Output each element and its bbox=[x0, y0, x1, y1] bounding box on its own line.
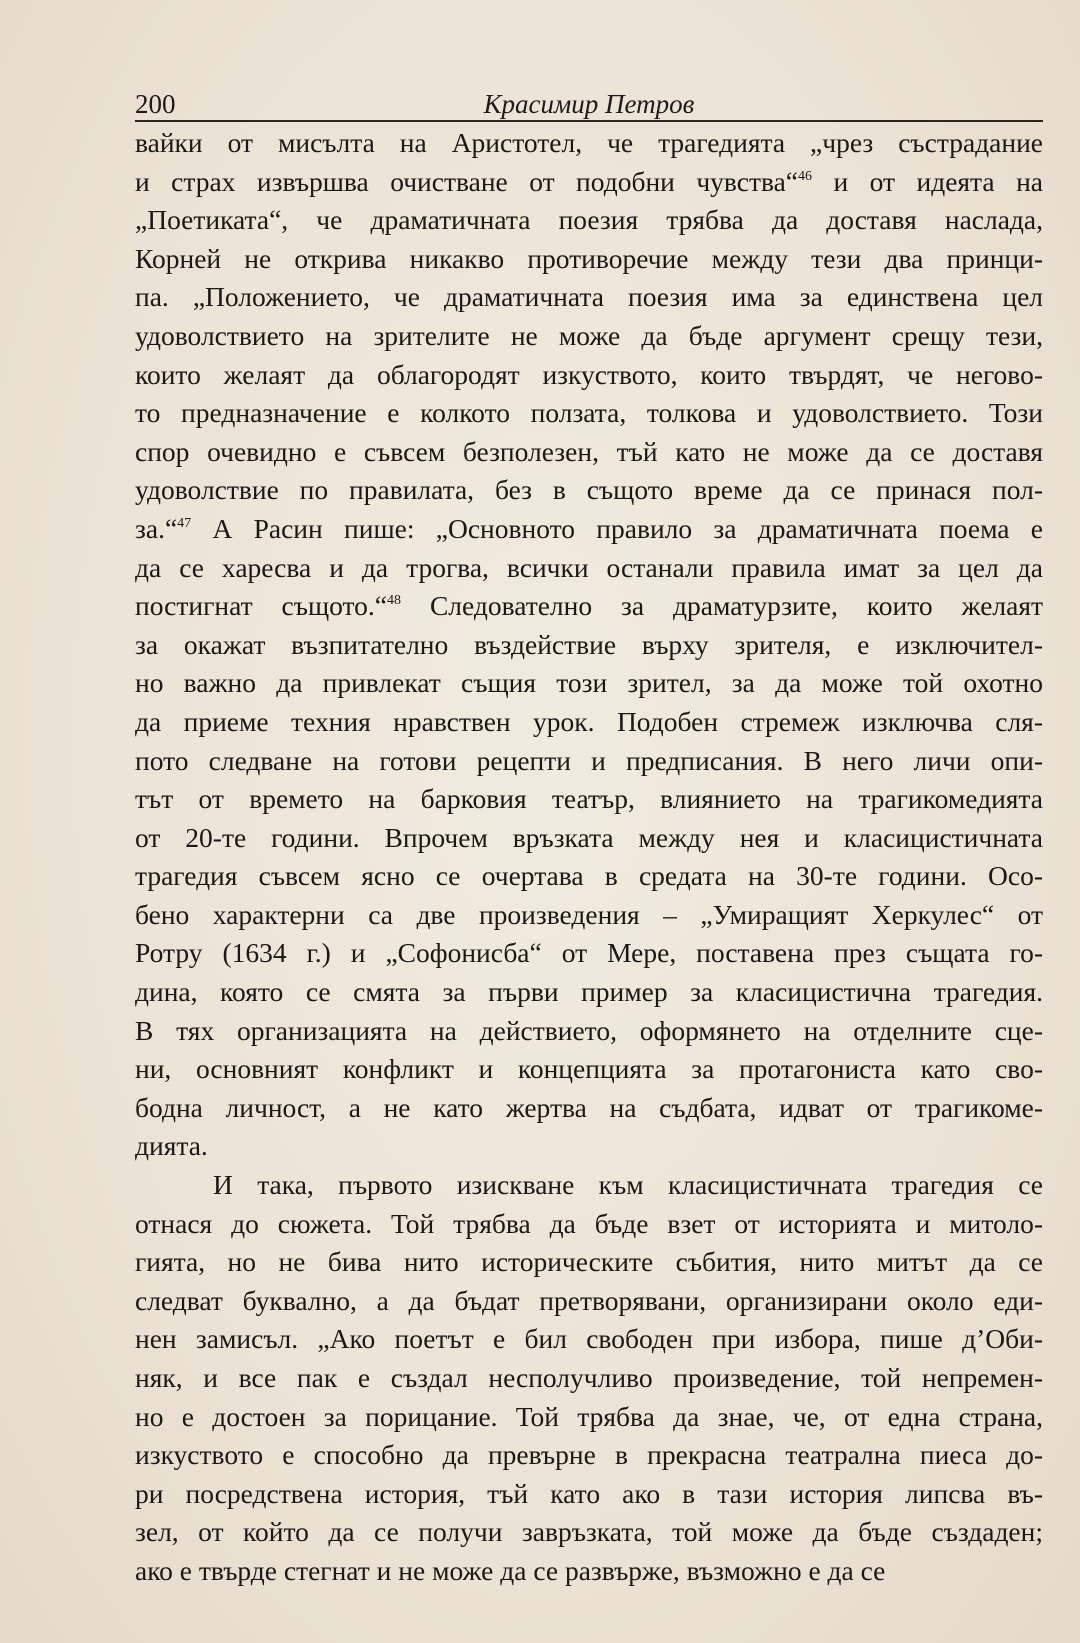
text-line: спор очевидно е съвсем безполезен, тъй като не може да се доставя bbox=[135, 435, 1043, 467]
text-line: но е достоен за порицание. Той трябва да знае, че, от една страна, bbox=[135, 1400, 1043, 1432]
text-line: „Поетиката“, че драматичната поезия трябва да доставя наслада, bbox=[135, 204, 1043, 236]
running-head-author: Красимир Петров bbox=[483, 89, 695, 119]
text-line: ни, основният конфликт и концепцията за протагониста като сво- bbox=[135, 1053, 1043, 1085]
page-header bbox=[135, 88, 1043, 122]
text-line: зел, от който да се получи завръзката, той може да бъде създаден; bbox=[135, 1516, 1043, 1548]
text-line: В тях организацията на действието, оформянето на отделните сце- bbox=[135, 1014, 1043, 1046]
text-line: бено характерни са две произведения – „Умиращият Херкулес“ от bbox=[135, 898, 1043, 930]
footnote-marker: 46 bbox=[798, 168, 813, 184]
text-line: гията, но не бива нито историческите събития, нито митът да се bbox=[135, 1246, 1043, 1278]
text-line: да се харесва и да трогва, всички останали правила имат за цел да bbox=[135, 551, 1043, 583]
text-line: няк, и все пак е създал несполучливо произведение, той непремен- bbox=[135, 1362, 1043, 1393]
text-line: отнася до сюжета. Той трябва да бъде взет от историята и митоло- bbox=[135, 1207, 1043, 1239]
text-line: ри посредствена история, тъй като ако в тази история липсва въ- bbox=[135, 1477, 1043, 1509]
text-line: за окажат възпитателно въздействие върху зрителя, е изключител- bbox=[135, 628, 1043, 660]
text-line: постигнат същото.“$^{48}$ Следователно за драматурзите, които желаят bbox=[135, 590, 1044, 622]
text-line: и страх извършва очистване от подобни чувства“$^{46}$ и от идеята на bbox=[135, 165, 1043, 197]
text-line: Корней не открива никакво противоречие между тези два принци- bbox=[135, 242, 1043, 274]
body-text bbox=[135, 124, 1043, 1591]
text-line: изкуството е способно да превърне в прекрасна театрална пиеса до- bbox=[135, 1439, 1043, 1471]
text-line: Ротру (1634 г.) и „Софонисба“ от Мере, поставена през същата го- bbox=[135, 937, 1043, 969]
text-line: трагедия съвсем ясно се очертава в средата на 30-те години. Осо- bbox=[135, 860, 1043, 892]
text-line: вайки от мисълта на Аристотел, че трагедията „чрез състрадание bbox=[135, 127, 1043, 158]
text-line: удоволствието на зрителите не може да бъде аргумент срещу тези, bbox=[135, 319, 1043, 351]
text-line: тът от времето на барковия театър, влиянието на трагикомедията bbox=[135, 783, 1043, 815]
text-line: дина, която се смята за първи пример за класицистична трагедия. bbox=[135, 976, 1043, 1008]
text-line: И така, първото изискване към класицистичната трагедия се bbox=[213, 1169, 1043, 1201]
text-line: ако е твърде стегнат и не може да се развърже, възможно е да се bbox=[135, 1554, 886, 1586]
text-line: то предназначение е колкото ползата, толкова и удоволствието. Този bbox=[135, 397, 1043, 429]
page-number: 200 bbox=[135, 89, 176, 119]
text-line: пото следване на готови рецепти и предписания. В него личи опи- bbox=[135, 744, 1043, 776]
text-line: па. „Положението, че драматичната поезия има за единствена цел bbox=[135, 281, 1043, 313]
footnote-marker: 47 bbox=[177, 515, 192, 531]
text-line: които желаят да облагородят изкуството, които твърдят, че негово- bbox=[135, 358, 1043, 390]
text-line: нен замисъл. „Ако поетът е бил свободен при избора, пише д’Оби- bbox=[135, 1323, 1043, 1355]
text-line: следват буквално, а да бъдат претворявани, организирани около еди- bbox=[135, 1284, 1043, 1316]
text-line: за.“$^{47}$ А Расин пише: „Основното правило за драматичната поема е bbox=[135, 512, 1043, 544]
text-line: дията. bbox=[135, 1130, 208, 1162]
text-line: от 20-те години. Впрочем връзката между нея и класицистичната bbox=[135, 821, 1043, 853]
text-line: удоволствие по правилата, без в същото време да се принася пол- bbox=[135, 474, 1043, 506]
text-line: бодна личност, а не като жертва на съдбата, идват от трагикоме- bbox=[135, 1091, 1043, 1123]
text-line: да приеме техния нравствен урок. Подобен стремеж изключва сля- bbox=[135, 705, 1043, 737]
footnote-marker: 48 bbox=[387, 593, 402, 609]
text-line: но важно да привлекат същия този зрител, за да може той охотно bbox=[135, 667, 1043, 699]
